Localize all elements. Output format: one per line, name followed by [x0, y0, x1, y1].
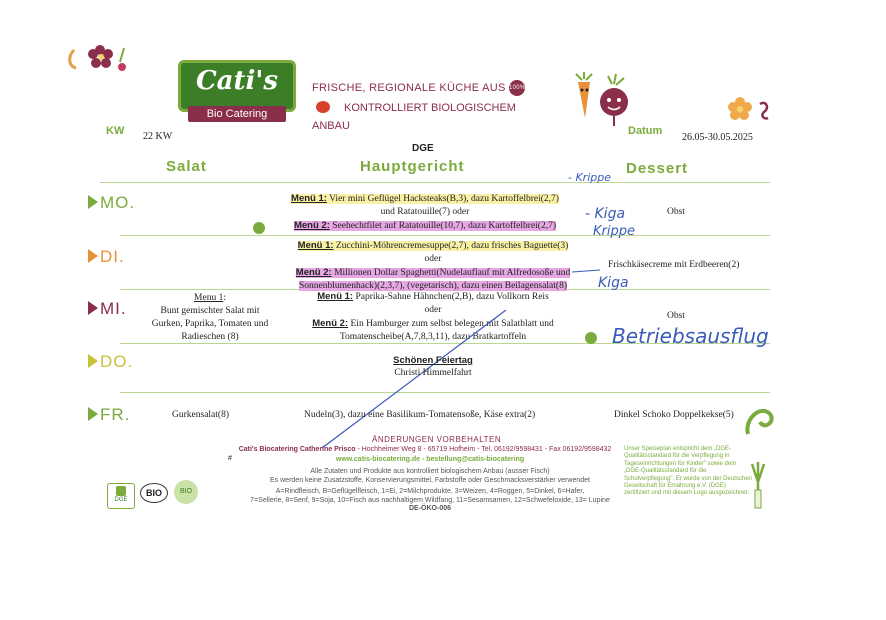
dge-badge: DGE [107, 483, 135, 509]
handwritten-krippe-2: Krippe [593, 224, 635, 239]
handwritten-kiga-2: Kiga [598, 275, 629, 291]
column-header-hauptgericht: Hauptgericht [360, 158, 465, 175]
day-label-di: DI. [88, 247, 125, 267]
footer-hash: # [228, 455, 232, 462]
thursday-main: Schönen Feiertag Christi Himmelfahrt [393, 355, 473, 378]
tuesday-main: Menü 1: Zucchini-Möhrencremesuppe(2,7), dazu frisches Baguette(3) oder Menü 2: Millionen Dollar Spaghetti(Nudelauflauf mit Alfredosoße und Sonnenblumenhack)(2,3,7), (vegetarisch), dazu einen Beilagensalat(8) [295, 240, 571, 291]
kw-label: KW [106, 125, 125, 137]
wednesday-salat: Menu 1: Bunt gemischter Salat mit Gurken, Paprika, Tomaten und Radieschen (8) [151, 293, 269, 342]
bio-badge: BIO [140, 483, 168, 503]
day-label-do: DO. [88, 352, 133, 372]
footer-company: Cati's Biocatering Catherine Prisco - Hochheimer Weg 8 - 65719 Hofheim - Tel. 06192/9598431 - Fax 06192/9598432 [238, 446, 612, 453]
tuesday-dessert: Frischkäsecreme mit Erdbeeren(2) [608, 260, 740, 270]
logo-sub-text: Bio Catering [188, 106, 286, 122]
datum-value: 26.05-30.05.2025 [682, 132, 753, 143]
friday-main: Nudeln(3), dazu eine Basilikum-Tomatensoße, Käse extra(2) [304, 410, 536, 420]
day-label-fr: FR. [88, 405, 130, 425]
handwritten-krippe: - Krippe [568, 171, 611, 184]
handwritten-kiga: - Kiga [585, 206, 626, 222]
footer-changes: ÄNDERUNGEN VORBEHALTEN [372, 435, 502, 444]
swirl-icon [740, 400, 780, 440]
monday-dessert: Obst [667, 207, 685, 217]
footer-web: www.catis-biocatering.de - bestellung@catis-biocatering [335, 456, 525, 463]
datum-label: Datum [628, 125, 663, 137]
tagline-badge: 100% [509, 80, 525, 96]
dge-label: DGE [412, 143, 434, 154]
wednesday-dessert: Obst [667, 311, 685, 321]
handwritten-betriebsausflug: Betriebsausflug [612, 324, 769, 348]
column-header-dessert: Dessert [626, 160, 689, 177]
dge-certification-text: Unser Speiseplan entspricht dem „DGE-Qualitätsstandard für die Verpflegung in Tageseinrichtungen für Kinder" sowie dem „DGE-Qualitätsstandard für die Schulverpflegung". Er wurde von der Deutschen Gesellschaft für Ernährung e.V. (DGE) zertifiziert und mit diesem Logo ausgezeichnet. [624, 446, 752, 497]
day-label-mo: MO. [88, 193, 135, 213]
column-header-salat: Salat [166, 158, 207, 175]
monday-main: Menü 1: Vier mini Geflügel Hacksteaks(B,3), dazu Kartoffelbrei(2,7) und Ratatouille(7) oder Menü 2: Seehechtfilet auf Ratatouille(10,7), dazu Kartoffelbrei(2,7) [291, 193, 559, 231]
logo-main-text: Cati's [195, 66, 279, 96]
friday-salat: Gurkensalat(8) [172, 410, 229, 420]
day-label-mi: MI. [88, 299, 127, 319]
tagline-line1: FRISCHE, REGIONALE KÜCHE AUS [312, 81, 506, 94]
friday-dessert: Dinkel Schoko Doppelkekse(5) [614, 410, 734, 420]
kw-value: 22 KW [143, 131, 173, 142]
leek-icon [748, 460, 768, 510]
footer-info: Alle Zutaten und Produkte aus kontrolliert biologischem Anbau (ausser Fisch) Es werden keine Zusatzstoffe, Konservierungsmittel, Farbstoffe oder Geschmacksverstärker verwendet A=Rindfleisch, B=Geflügelfleisch, 1=Ei, 2=Milchprodukte, 3=Weizen, 4=Roggen, 5=Dinkel, 6=Hafer, 7=Sellerie, 8=Senf, 9=Soja, 10=Fisch aus nachhaltigem Wildfang, 11=Sesamsamen, 12=Schwefeloxide, 13= Lupine DE-ÖKO-006 [250, 468, 610, 512]
tagline-line2: KONTROLLIERT BIOLOGISCHEM ANBAU [312, 102, 516, 132]
eu-bio-badge: BIO [174, 480, 198, 504]
wednesday-main: Menü 1: Paprika-Sahne Hähnchen(2,B), dazu Vollkorn Reis oder Menü 2: Ein Hamburger zum selbst belegen mit Salatblatt und Tomatenscheibe(A,7,8,3,11), dazu Bratkartoffeln [312, 291, 554, 342]
